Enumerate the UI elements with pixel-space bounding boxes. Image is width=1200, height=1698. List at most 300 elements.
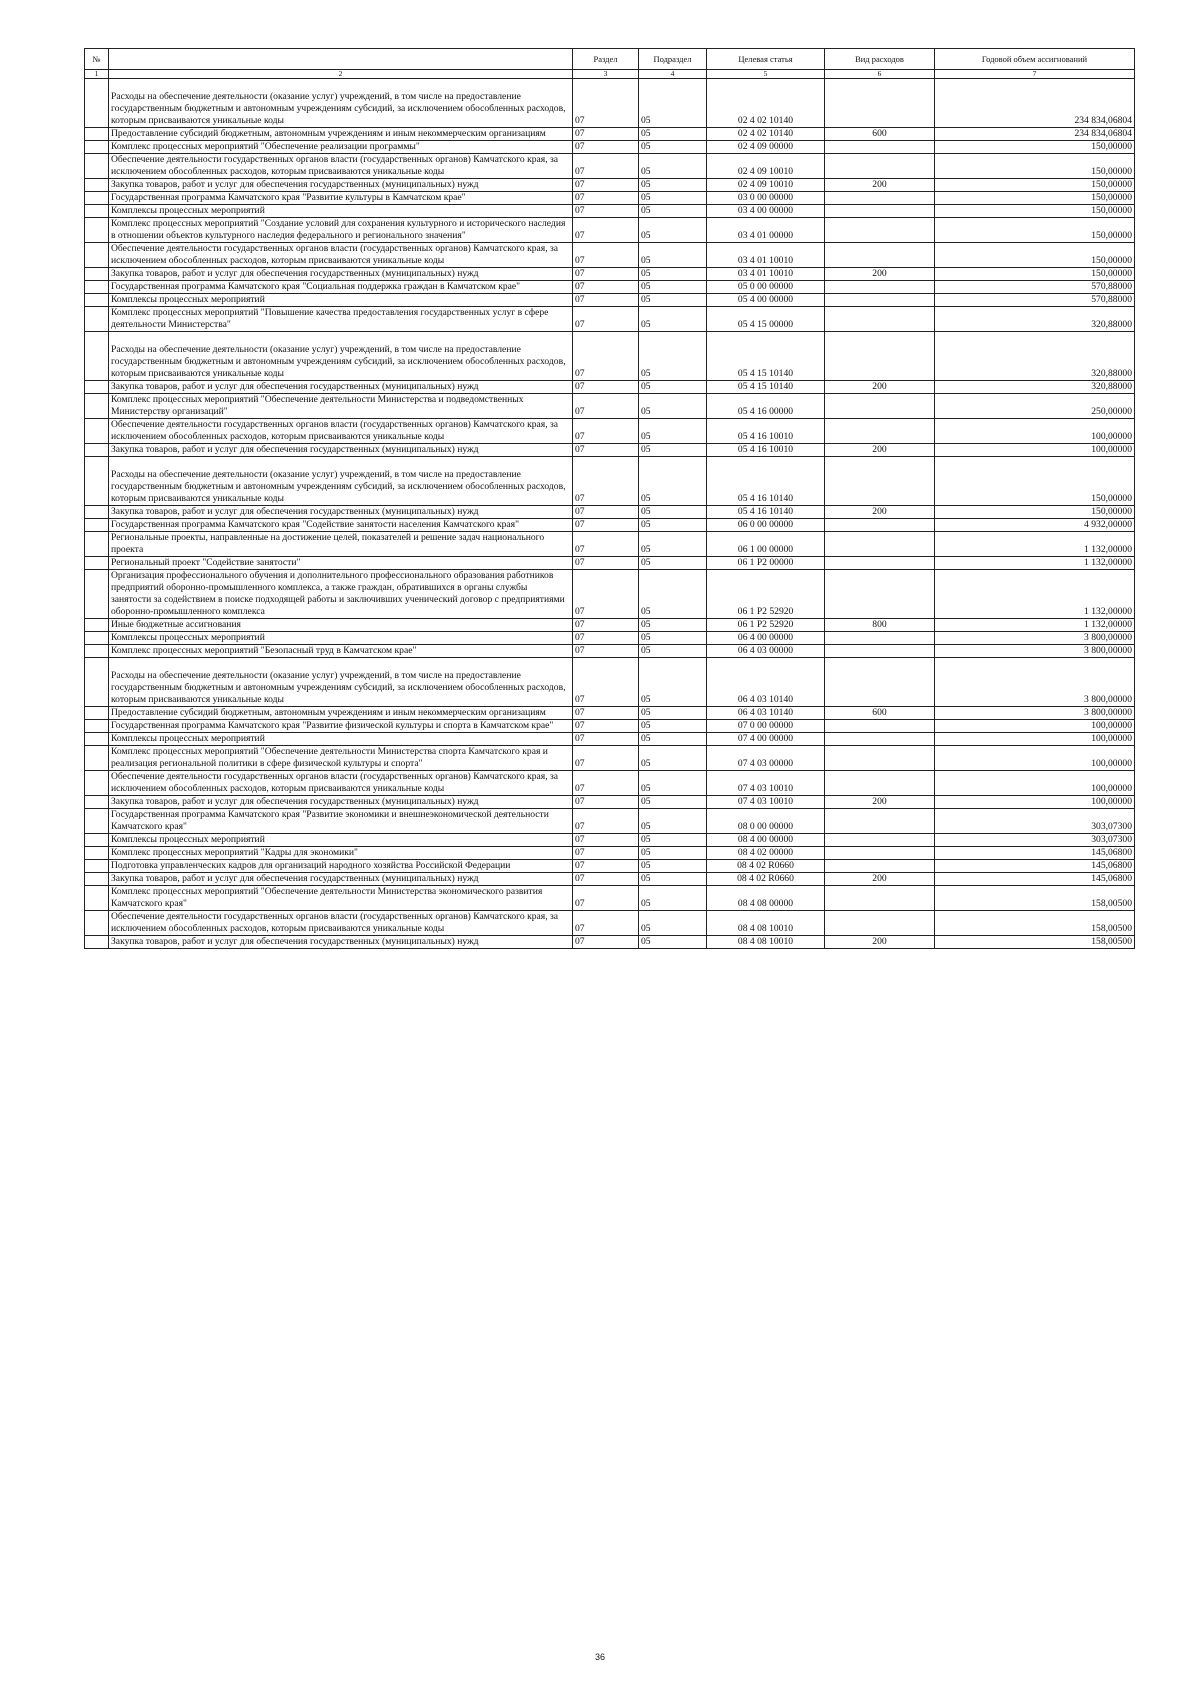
cell-section: 07	[573, 771, 639, 796]
cell-subsection: 05	[639, 243, 707, 268]
cell-amount: 250,00000	[935, 394, 1135, 419]
cell-name: Региональные проекты, направленные на достижение целей, показателей и решение задач национального проекта	[109, 532, 573, 557]
cell-target: 05 4 16 00000	[707, 394, 825, 419]
cell-amount: 234 834,06804	[935, 79, 1135, 128]
table-row	[85, 506, 1135, 519]
cell-amount: 145,06800	[935, 873, 1135, 886]
cell-amount: 100,00000	[935, 444, 1135, 457]
cell-section: 07	[573, 532, 639, 557]
cell-name: Государственная программа Камчатского края "Социальная поддержка граждан в Камчатском крае"	[109, 281, 573, 294]
cell-name: Региональный проект "Содействие занятости"	[109, 557, 573, 570]
cell-name: Обеспечение деятельности государственных органов власти (государственных органов) Камчатского края, за исключением обособленных расходов, которым присваиваются уникальные коды	[109, 771, 573, 796]
cell-type	[825, 419, 935, 444]
cell-amount: 1 132,00000	[935, 619, 1135, 632]
table-row	[85, 936, 1135, 949]
cell-subsection: 05	[639, 873, 707, 886]
cell-type	[825, 218, 935, 243]
cell-target: 02 4 02 10140	[707, 79, 825, 128]
cell-name: Комплексы процессных мероприятий	[109, 632, 573, 645]
cell-type	[825, 457, 935, 506]
cell-num	[85, 911, 109, 936]
cell-target: 05 0 00 00000	[707, 281, 825, 294]
cell-target: 03 4 01 10010	[707, 268, 825, 281]
cell-subsection: 05	[639, 128, 707, 141]
cell-num	[85, 733, 109, 746]
cell-name: Комплекс процессных мероприятий "Обеспечение деятельности Министерства экономического развития Камчатского края"	[109, 886, 573, 911]
cell-amount: 100,00000	[935, 720, 1135, 733]
cell-num	[85, 218, 109, 243]
cell-subsection: 05	[639, 796, 707, 809]
cell-type	[825, 332, 935, 381]
cell-target: 05 4 00 00000	[707, 294, 825, 307]
cell-num	[85, 141, 109, 154]
cell-subsection: 05	[639, 834, 707, 847]
cell-target: 08 4 08 10010	[707, 911, 825, 936]
cell-amount: 150,00000	[935, 192, 1135, 205]
cell-type	[825, 570, 935, 619]
cell-subsection: 05	[639, 532, 707, 557]
cell-subsection: 05	[639, 847, 707, 860]
cell-type: 600	[825, 707, 935, 720]
header-number-cell: 5	[707, 70, 825, 79]
cell-section: 07	[573, 192, 639, 205]
table-row	[85, 720, 1135, 733]
table-row	[85, 873, 1135, 886]
header-type: Вид расходов	[825, 49, 935, 70]
cell-section: 07	[573, 506, 639, 519]
cell-section: 07	[573, 570, 639, 619]
cell-name: Комплексы процессных мероприятий	[109, 294, 573, 307]
cell-type	[825, 205, 935, 218]
cell-type	[825, 860, 935, 873]
cell-amount: 570,88000	[935, 294, 1135, 307]
cell-num	[85, 796, 109, 809]
table-row	[85, 307, 1135, 332]
cell-target: 08 4 02 R0660	[707, 860, 825, 873]
cell-subsection: 05	[639, 658, 707, 707]
cell-target: 05 4 16 10140	[707, 506, 825, 519]
cell-target: 06 1 P2 52920	[707, 570, 825, 619]
cell-name: Комплекс процессных мероприятий "Кадры для экономики"	[109, 847, 573, 860]
table-row	[85, 658, 1135, 707]
cell-amount: 3 800,00000	[935, 658, 1135, 707]
table-row	[85, 457, 1135, 506]
cell-num	[85, 332, 109, 381]
cell-type: 200	[825, 381, 935, 394]
cell-num	[85, 268, 109, 281]
cell-section: 07	[573, 394, 639, 419]
table-row	[85, 381, 1135, 394]
cell-amount: 145,06800	[935, 860, 1135, 873]
table-row	[85, 733, 1135, 746]
table-row	[85, 860, 1135, 873]
cell-type	[825, 154, 935, 179]
cell-subsection: 05	[639, 394, 707, 419]
table-row	[85, 394, 1135, 419]
cell-target: 08 4 00 00000	[707, 834, 825, 847]
cell-target: 08 0 00 00000	[707, 809, 825, 834]
cell-amount: 150,00000	[935, 218, 1135, 243]
cell-name: Закупка товаров, работ и услуг для обеспечения государственных (муниципальных) нужд	[109, 506, 573, 519]
cell-section: 07	[573, 632, 639, 645]
table-row	[85, 570, 1135, 619]
table-row	[85, 632, 1135, 645]
cell-amount: 150,00000	[935, 268, 1135, 281]
cell-amount: 320,88000	[935, 381, 1135, 394]
cell-section: 07	[573, 268, 639, 281]
cell-name: Расходы на обеспечение деятельности (оказание услуг) учреждений, в том числе на предоставление государственным бюджетным и автономным учреждениям субсидий, за исключением обособленных расходов, которым присваиваются уникальные коды	[109, 457, 573, 506]
cell-type	[825, 141, 935, 154]
cell-target: 05 4 15 10140	[707, 332, 825, 381]
page-number: 36	[594, 1652, 605, 1662]
table-row	[85, 834, 1135, 847]
cell-amount: 100,00000	[935, 419, 1135, 444]
cell-target: 07 0 00 00000	[707, 720, 825, 733]
cell-name: Комплекс процессных мероприятий "Повышение качества предоставления государственных услуг в сфере деятельности Министерства"	[109, 307, 573, 332]
cell-amount: 3 800,00000	[935, 707, 1135, 720]
table-row	[85, 205, 1135, 218]
table-row	[85, 218, 1135, 243]
cell-type	[825, 733, 935, 746]
cell-target: 07 4 00 00000	[707, 733, 825, 746]
budget-sheet	[84, 48, 1134, 949]
cell-num	[85, 847, 109, 860]
table-row	[85, 243, 1135, 268]
cell-subsection: 05	[639, 294, 707, 307]
cell-subsection: 05	[639, 332, 707, 381]
cell-name: Предоставление субсидий бюджетным, автономным учреждениям и иным некоммерческим организациям	[109, 128, 573, 141]
cell-target: 05 4 16 10010	[707, 444, 825, 457]
cell-type	[825, 307, 935, 332]
cell-amount: 100,00000	[935, 771, 1135, 796]
cell-num	[85, 936, 109, 949]
table-row	[85, 796, 1135, 809]
header-number-cell: 1	[85, 70, 109, 79]
cell-target: 02 4 09 10010	[707, 179, 825, 192]
cell-section: 07	[573, 243, 639, 268]
table-row	[85, 141, 1135, 154]
cell-section: 07	[573, 733, 639, 746]
cell-num	[85, 394, 109, 419]
cell-name: Подготовка управленческих кадров для организаций народного хозяйства Российской Федерации	[109, 860, 573, 873]
header-number-cell: 2	[109, 70, 573, 79]
cell-num	[85, 532, 109, 557]
cell-name: Комплексы процессных мероприятий	[109, 834, 573, 847]
cell-target: 07 4 03 00000	[707, 746, 825, 771]
cell-target: 02 4 09 00000	[707, 141, 825, 154]
cell-section: 07	[573, 860, 639, 873]
cell-target: 06 4 03 10140	[707, 658, 825, 707]
cell-name: Обеспечение деятельности государственных органов власти (государственных органов) Камчатского края, за исключением обособленных расходов, которым присваиваются уникальные коды	[109, 419, 573, 444]
cell-type	[825, 192, 935, 205]
table-row	[85, 268, 1135, 281]
cell-num	[85, 860, 109, 873]
table-row	[85, 419, 1135, 444]
cell-type: 200	[825, 268, 935, 281]
header-amount: Годовой объем ассигнований	[935, 49, 1135, 70]
cell-amount: 303,07300	[935, 809, 1135, 834]
table-row	[85, 281, 1135, 294]
cell-type: 600	[825, 128, 935, 141]
cell-name: Государственная программа Камчатского края "Содействие занятости населения Камчатского края"	[109, 519, 573, 532]
cell-num	[85, 457, 109, 506]
cell-target: 06 4 03 00000	[707, 645, 825, 658]
cell-name: Организация профессионального обучения и дополнительного профессионального образования работников предприятий оборонно-промышленного комплекса, а также граждан, обратившихся в органы службы занятости за содействием в поиске подходящей работы и заключивших ученический договор с предприятиями оборонно-промышленного комплекса	[109, 570, 573, 619]
cell-num	[85, 281, 109, 294]
cell-section: 07	[573, 444, 639, 457]
table-row	[85, 911, 1135, 936]
cell-num	[85, 307, 109, 332]
cell-target: 06 0 00 00000	[707, 519, 825, 532]
cell-subsection: 05	[639, 619, 707, 632]
table-row	[85, 746, 1135, 771]
cell-section: 07	[573, 720, 639, 733]
cell-amount: 150,00000	[935, 179, 1135, 192]
cell-type	[825, 557, 935, 570]
cell-subsection: 05	[639, 707, 707, 720]
cell-subsection: 05	[639, 911, 707, 936]
cell-num	[85, 294, 109, 307]
cell-section: 07	[573, 294, 639, 307]
cell-section: 07	[573, 557, 639, 570]
cell-subsection: 05	[639, 809, 707, 834]
cell-num	[85, 444, 109, 457]
cell-subsection: 05	[639, 570, 707, 619]
table-body	[85, 79, 1135, 949]
cell-num	[85, 771, 109, 796]
cell-target: 06 1 P2 52920	[707, 619, 825, 632]
cell-name: Закупка товаров, работ и услуг для обеспечения государственных (муниципальных) нужд	[109, 936, 573, 949]
cell-subsection: 05	[639, 746, 707, 771]
cell-num	[85, 179, 109, 192]
cell-num	[85, 419, 109, 444]
cell-target: 07 4 03 10010	[707, 796, 825, 809]
cell-amount: 303,07300	[935, 834, 1135, 847]
cell-subsection: 05	[639, 381, 707, 394]
cell-subsection: 05	[639, 205, 707, 218]
cell-amount: 100,00000	[935, 796, 1135, 809]
cell-target: 05 4 16 10140	[707, 457, 825, 506]
cell-section: 07	[573, 218, 639, 243]
cell-section: 07	[573, 381, 639, 394]
cell-type: 800	[825, 619, 935, 632]
table-row	[85, 886, 1135, 911]
cell-num	[85, 557, 109, 570]
cell-target: 02 4 09 10010	[707, 154, 825, 179]
table-row	[85, 809, 1135, 834]
cell-section: 07	[573, 936, 639, 949]
cell-type	[825, 746, 935, 771]
cell-amount: 1 132,00000	[935, 532, 1135, 557]
budget-table	[84, 48, 1135, 949]
cell-section: 07	[573, 281, 639, 294]
cell-type	[825, 809, 935, 834]
cell-num	[85, 519, 109, 532]
cell-num	[85, 632, 109, 645]
header-number-cell: 6	[825, 70, 935, 79]
header-number-cell: 3	[573, 70, 639, 79]
cell-num	[85, 243, 109, 268]
cell-subsection: 05	[639, 771, 707, 796]
cell-target: 08 4 08 00000	[707, 886, 825, 911]
cell-subsection: 05	[639, 141, 707, 154]
cell-amount: 150,00000	[935, 457, 1135, 506]
cell-subsection: 05	[639, 886, 707, 911]
cell-subsection: 05	[639, 632, 707, 645]
cell-section: 07	[573, 847, 639, 860]
cell-target: 02 4 02 10140	[707, 128, 825, 141]
cell-type	[825, 847, 935, 860]
cell-subsection: 05	[639, 281, 707, 294]
cell-name: Предоставление субсидий бюджетным, автономным учреждениям и иным некоммерческим организациям	[109, 707, 573, 720]
cell-num	[85, 570, 109, 619]
table-row	[85, 332, 1135, 381]
cell-subsection: 05	[639, 457, 707, 506]
cell-type	[825, 79, 935, 128]
cell-amount: 158,00500	[935, 911, 1135, 936]
cell-section: 07	[573, 796, 639, 809]
table-row	[85, 619, 1135, 632]
cell-type	[825, 394, 935, 419]
cell-target: 07 4 03 10010	[707, 771, 825, 796]
cell-amount: 320,88000	[935, 332, 1135, 381]
cell-type	[825, 911, 935, 936]
table-row	[85, 294, 1135, 307]
cell-type: 200	[825, 796, 935, 809]
cell-num	[85, 834, 109, 847]
cell-type	[825, 281, 935, 294]
cell-amount: 150,00000	[935, 141, 1135, 154]
header-section: Раздел	[573, 49, 639, 70]
cell-type	[825, 886, 935, 911]
cell-num	[85, 154, 109, 179]
cell-num	[85, 619, 109, 632]
header-num: №	[85, 49, 109, 70]
cell-section: 07	[573, 707, 639, 720]
cell-num	[85, 809, 109, 834]
cell-subsection: 05	[639, 307, 707, 332]
cell-section: 07	[573, 457, 639, 506]
cell-target: 03 4 01 10010	[707, 243, 825, 268]
cell-type: 200	[825, 506, 935, 519]
cell-amount: 320,88000	[935, 307, 1135, 332]
cell-section: 07	[573, 205, 639, 218]
cell-target: 06 4 03 10140	[707, 707, 825, 720]
cell-amount: 4 932,00000	[935, 519, 1135, 532]
cell-name: Комплекс процессных мероприятий "Обеспечение реализации программы"	[109, 141, 573, 154]
cell-type	[825, 645, 935, 658]
header-target: Целевая статья	[707, 49, 825, 70]
cell-num	[85, 746, 109, 771]
cell-name: Государственная программа Камчатского края "Развитие культуры в Камчатском крае"	[109, 192, 573, 205]
cell-subsection: 05	[639, 860, 707, 873]
cell-type	[825, 771, 935, 796]
cell-num	[85, 192, 109, 205]
cell-section: 07	[573, 619, 639, 632]
cell-subsection: 05	[639, 179, 707, 192]
cell-target: 08 4 02 00000	[707, 847, 825, 860]
cell-target: 08 4 08 10010	[707, 936, 825, 949]
cell-subsection: 05	[639, 519, 707, 532]
cell-amount: 3 800,00000	[935, 632, 1135, 645]
table-row	[85, 179, 1135, 192]
cell-name: Расходы на обеспечение деятельности (оказание услуг) учреждений, в том числе на предоставление государственным бюджетным и автономным учреждениям субсидий, за исключением обособленных расходов, которым присваиваются уникальные коды	[109, 79, 573, 128]
header-number-cell: 7	[935, 70, 1135, 79]
cell-section: 07	[573, 419, 639, 444]
cell-name: Расходы на обеспечение деятельности (оказание услуг) учреждений, в том числе на предоставление государственным бюджетным и автономным учреждениям субсидий, за исключением обособленных расходов, которым присваиваются уникальные коды	[109, 658, 573, 707]
cell-name: Комплекс процессных мероприятий "Обеспечение деятельности Министерства и подведомственных Министерству организаций"	[109, 394, 573, 419]
cell-num	[85, 886, 109, 911]
cell-amount: 158,00500	[935, 936, 1135, 949]
cell-section: 07	[573, 645, 639, 658]
cell-subsection: 05	[639, 218, 707, 243]
cell-section: 07	[573, 886, 639, 911]
cell-name: Комплексы процессных мероприятий	[109, 733, 573, 746]
table-row	[85, 154, 1135, 179]
cell-name: Государственная программа Камчатского края "Развитие физической культуры и спорта в Камчатском крае"	[109, 720, 573, 733]
cell-subsection: 05	[639, 79, 707, 128]
table-row	[85, 128, 1135, 141]
cell-name: Комплексы процессных мероприятий	[109, 205, 573, 218]
cell-amount: 234 834,06804	[935, 128, 1135, 141]
cell-section: 07	[573, 873, 639, 886]
header-numbers-row	[85, 70, 1135, 79]
cell-type	[825, 532, 935, 557]
cell-name: Закупка товаров, работ и услуг для обеспечения государственных (муниципальных) нужд	[109, 796, 573, 809]
cell-subsection: 05	[639, 154, 707, 179]
cell-num	[85, 707, 109, 720]
cell-num	[85, 645, 109, 658]
cell-subsection: 05	[639, 645, 707, 658]
table-row	[85, 192, 1135, 205]
cell-section: 07	[573, 332, 639, 381]
cell-section: 07	[573, 128, 639, 141]
cell-section: 07	[573, 141, 639, 154]
cell-subsection: 05	[639, 192, 707, 205]
cell-name: Обеспечение деятельности государственных органов власти (государственных органов) Камчатского края, за исключением обособленных расходов, которым присваиваются уникальные коды	[109, 243, 573, 268]
cell-type: 200	[825, 179, 935, 192]
cell-amount: 570,88000	[935, 281, 1135, 294]
cell-target: 08 4 02 R0660	[707, 873, 825, 886]
cell-name: Закупка товаров, работ и услуг для обеспечения государственных (муниципальных) нужд	[109, 444, 573, 457]
cell-type	[825, 519, 935, 532]
cell-name: Обеспечение деятельности государственных органов власти (государственных органов) Камчатского края, за исключением обособленных расходов, которым присваиваются уникальные коды	[109, 154, 573, 179]
cell-section: 07	[573, 179, 639, 192]
cell-amount: 1 132,00000	[935, 570, 1135, 619]
cell-section: 07	[573, 307, 639, 332]
cell-section: 07	[573, 79, 639, 128]
cell-name: Закупка товаров, работ и услуг для обеспечения государственных (муниципальных) нужд	[109, 268, 573, 281]
cell-name: Закупка товаров, работ и услуг для обеспечения государственных (муниципальных) нужд	[109, 179, 573, 192]
cell-target: 06 4 00 00000	[707, 632, 825, 645]
table-row	[85, 707, 1135, 720]
table-row	[85, 79, 1135, 128]
table-row	[85, 557, 1135, 570]
cell-num	[85, 79, 109, 128]
cell-section: 07	[573, 746, 639, 771]
header-name	[109, 49, 573, 70]
header-subsection: Подраздел	[639, 49, 707, 70]
cell-type	[825, 294, 935, 307]
cell-num	[85, 128, 109, 141]
cell-name: Закупка товаров, работ и услуг для обеспечения государственных (муниципальных) нужд	[109, 381, 573, 394]
cell-subsection: 05	[639, 936, 707, 949]
cell-subsection: 05	[639, 733, 707, 746]
cell-type: 200	[825, 936, 935, 949]
table-row	[85, 847, 1135, 860]
cell-amount: 150,00000	[935, 205, 1135, 218]
cell-type	[825, 720, 935, 733]
